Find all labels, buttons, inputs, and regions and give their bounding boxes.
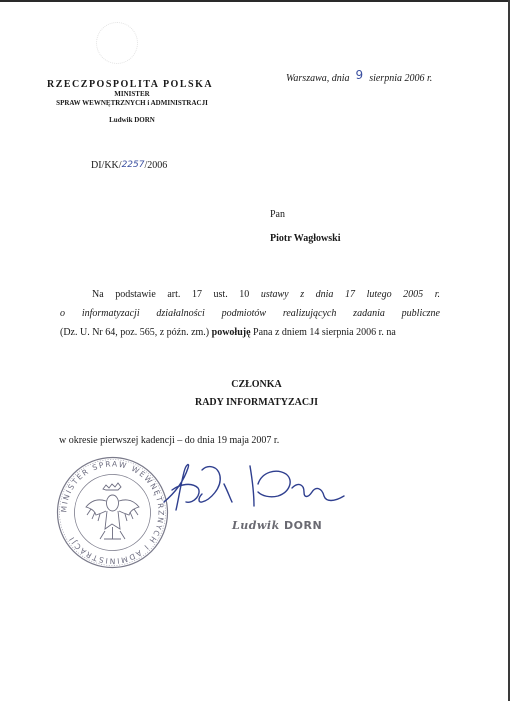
body-paragraph (60, 285, 440, 342)
signature-last-name: DORN (284, 519, 323, 532)
header-ministry: SPRAW WEWNĘTRZNYCH i ADMINISTRACJI (56, 99, 208, 107)
seal-ring-text: MINISTER SPRAW WEWNĘTRZNYCH I ADMINISTRACJI (59, 459, 166, 566)
reference-prefix: DI/KK/ (91, 160, 122, 171)
reference-handwritten-number: 2257 (121, 160, 145, 170)
svg-text:MINISTER SPRAW WEWNĘTRZNYCH I (59, 459, 165, 565)
term-period: w okresie pierwszej kadencji – do dnia 19 maja 2007 r. (59, 435, 280, 446)
body-line-1 (60, 285, 440, 304)
date-city: Warszawa, dnia (286, 73, 350, 84)
body-line-2: o informatyzacji działalności podmiotów realizujących zadania publiczne (60, 308, 440, 319)
body-line-1-act: ustawy z dnia 17 lutego 2005 r. (260, 289, 440, 300)
faint-embossed-seal (96, 22, 138, 64)
addressee-name: Piotr Wagłowski (270, 233, 341, 244)
reference-number (91, 160, 167, 171)
body-line-1-text: Na podstawie art. 17 ust. 10 (92, 289, 261, 300)
header-country: RZECZPOSPOLITA POLSKA (47, 79, 214, 90)
date-day: 9 (355, 68, 364, 82)
body-line-3-verb: powołuję (211, 327, 251, 338)
signature-name-stamp (232, 519, 322, 532)
date-line (286, 70, 432, 84)
date-month-year: sierpnia 2006 r. (369, 73, 433, 84)
appointment-title-line-2: RADY INFORMATYZACJI (194, 397, 319, 408)
header-minister-name: Ludwik DORN (109, 116, 155, 124)
eagle-emblem-icon (86, 483, 139, 539)
signature-first-name: Ludwik (232, 519, 280, 532)
body-line-3-text: Pana z dniem 14 sierpnia 2006 r. na (250, 327, 396, 338)
header-minister: MINISTER (114, 90, 150, 98)
official-round-seal (55, 455, 170, 570)
body-line-3-citation: (Dz. U. Nr 64, poz. 565, z późn. zm.) (60, 327, 212, 338)
scan-edge-top (0, 0, 510, 2)
handwritten-signature (158, 462, 348, 522)
appointment-title-line-1: CZŁONKA (231, 379, 282, 390)
reference-suffix: /2006 (144, 160, 168, 171)
body-line-3 (60, 323, 440, 342)
addressee-salutation: Pan (270, 209, 285, 220)
